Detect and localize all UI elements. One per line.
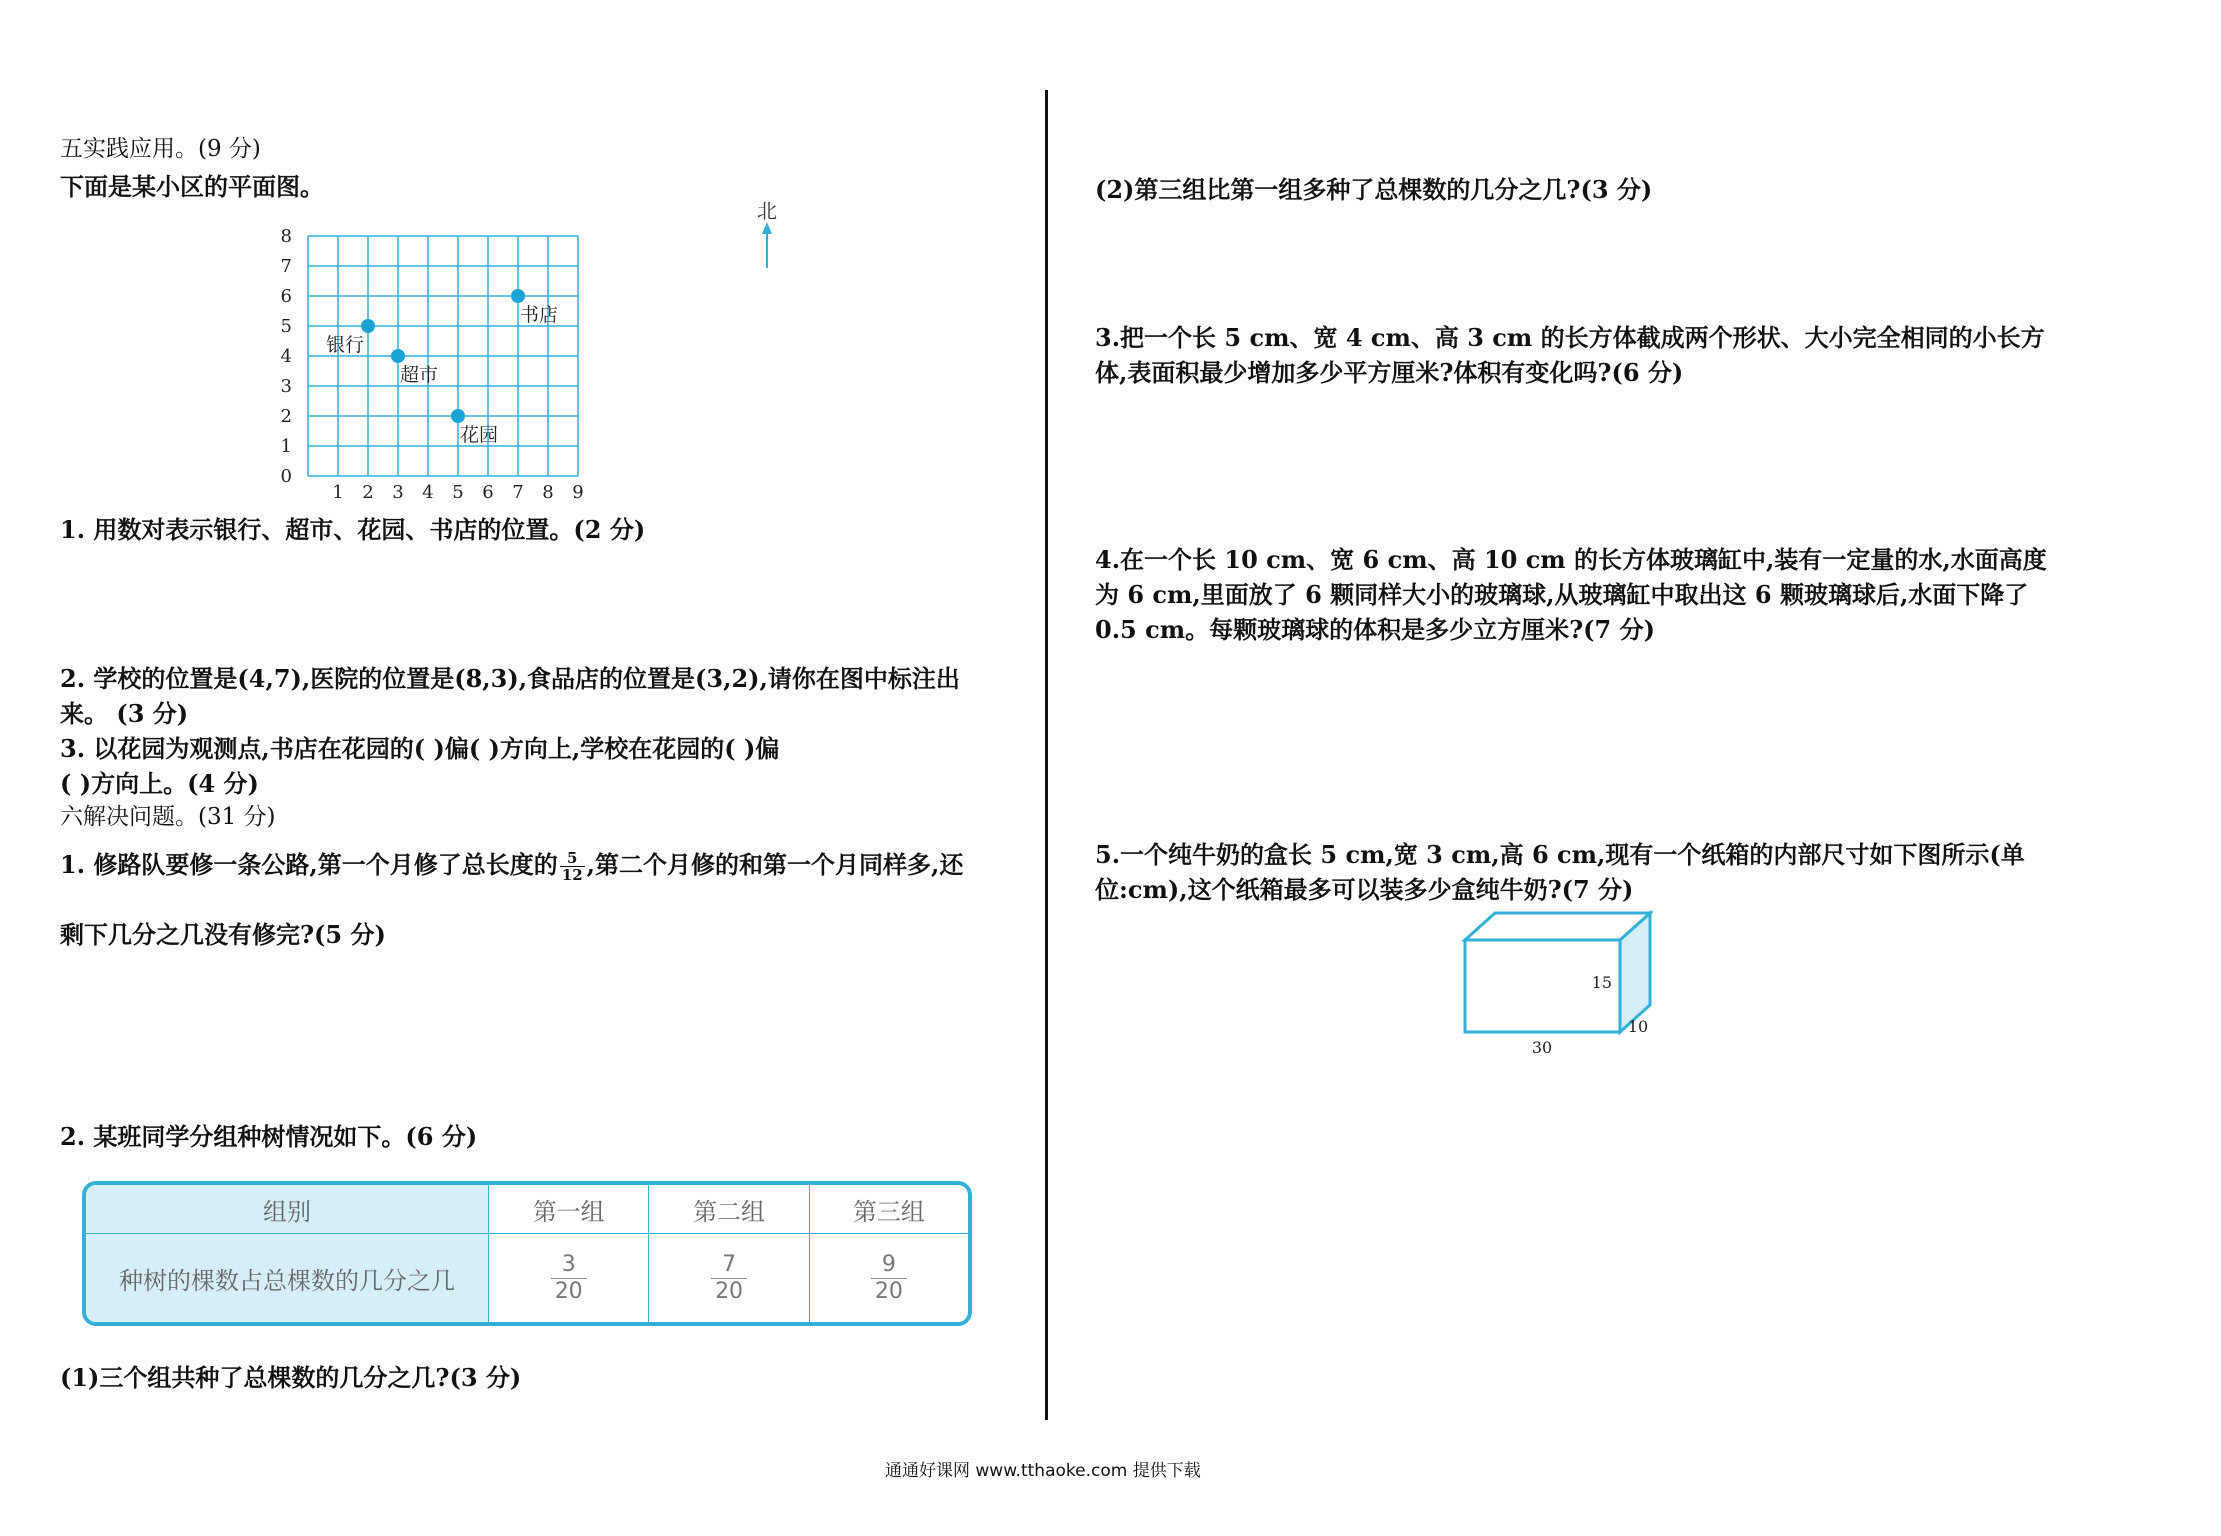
fraction-2-den: 20 (715, 1278, 744, 1304)
y-tick-label: 2 (280, 406, 292, 427)
q6-2: 2. 某班同学分组种树情况如下。(6 分) (60, 1122, 478, 1151)
map-point (511, 289, 525, 303)
y-tick-label: 3 (280, 376, 292, 397)
y-tick-label: 1 (280, 436, 292, 457)
header-group2: 第二组 (649, 1185, 809, 1234)
x-tick-label: 1 (332, 482, 344, 503)
y-tick-label: 4 (280, 346, 292, 367)
y-tick-label: 5 (280, 316, 292, 337)
section6-title: 六解决问题。(31 分) (60, 804, 276, 830)
community-map (260, 200, 800, 510)
header-group1: 第一组 (489, 1185, 649, 1234)
map-grid (308, 236, 578, 476)
column-divider (1045, 90, 1048, 1420)
table-row (86, 1234, 968, 1322)
fraction-1-den: 20 (554, 1278, 583, 1304)
q6-2-sub2: (2)第三组比第一组多种了总棵数的几分之几?(3 分) (1095, 175, 1653, 204)
q6-1-line2: 剩下几分之几没有修完?(5 分) (60, 920, 386, 949)
q5-2-line2: 来。 (3 分) (60, 699, 189, 728)
map-point (391, 349, 405, 363)
map-points (326, 289, 558, 446)
box-width-label: 10 (1627, 1017, 1649, 1036)
q6-1-frac-num: 5 (560, 850, 585, 867)
q6-1-part1: 1. 修路队要修一条公路,第一个月修了总长度的 (60, 850, 558, 879)
carton-box-diagram (1450, 905, 1690, 1065)
q6-1-fraction (560, 850, 585, 883)
section5-title: 五实践应用。(9 分) (60, 136, 261, 162)
fraction-1-num: 3 (551, 1252, 587, 1279)
box-top-face (1465, 913, 1650, 940)
north-arrow (757, 200, 777, 268)
footer-credit: 通通好课网 www.tthaoke.com 提供下载 (885, 1461, 1201, 1481)
x-tick-label: 4 (422, 482, 434, 503)
fraction-cell-1 (489, 1234, 649, 1322)
q6-4-line2: 为 6 cm,里面放了 6 颗同样大小的玻璃球,从玻璃缸中取出这 6 颗玻璃球后,水面下降了 (1095, 580, 2029, 609)
x-tick-label: 5 (452, 482, 464, 503)
fraction-3 (871, 1252, 907, 1305)
x-tick-label: 3 (392, 482, 404, 503)
map-point (451, 409, 465, 423)
q6-5-line1: 5.一个纯牛奶的盒长 5 cm,宽 3 cm,高 6 cm,现有一个纸箱的内部尺寸如下图所示(单 (1095, 840, 2025, 869)
north-label: 北 (757, 200, 777, 223)
y-tick-label: 0 (280, 466, 292, 487)
q5-1: 1. 用数对表示银行、超市、花园、书店的位置。(2 分) (60, 515, 646, 544)
x-tick-label: 9 (572, 482, 584, 503)
y-tick-label: 6 (280, 286, 292, 307)
map-point (361, 319, 375, 333)
q6-1-frac-den: 12 (561, 866, 583, 884)
x-tick-label: 8 (542, 482, 554, 503)
q6-3-line1: 3.把一个长 5 cm、宽 4 cm、高 3 cm 的长方体截成两个形状、大小完全相同的小长方 (1095, 323, 2045, 352)
q5-3-line1: 3. 以花园为观测点,书店在花园的( )偏( )方向上,学校在花园的( )偏 (60, 734, 780, 763)
map-point-label: 银行 (325, 334, 364, 356)
fraction-cell-3 (810, 1234, 968, 1322)
x-tick-label: 6 (482, 482, 494, 503)
q6-4-line1: 4.在一个长 10 cm、宽 6 cm、高 10 cm 的长方体玻璃缸中,装有一定量的水,水面高度 (1095, 545, 2047, 574)
q6-2-sub1: (1)三个组共种了总棵数的几分之几?(3 分) (60, 1363, 522, 1392)
fraction-3-num: 9 (871, 1252, 907, 1279)
header-group3: 第三组 (810, 1185, 968, 1234)
row-label: 种树的棵数占总棵数的几分之几 (86, 1234, 489, 1322)
q6-1-part2: ,第二个月修的和第一个月同样多,还 (586, 850, 964, 879)
fraction-cell-2 (649, 1234, 809, 1322)
fraction-2 (711, 1252, 747, 1305)
map-point-label: 超市 (400, 364, 439, 386)
x-tick-label: 7 (512, 482, 524, 503)
fraction-1 (551, 1252, 587, 1305)
box-height-label: 15 (1591, 973, 1612, 992)
q6-5-line2: 位:cm),这个纸箱最多可以装多少盒纯牛奶?(7 分) (1095, 875, 1634, 904)
fraction-3-den: 20 (874, 1278, 903, 1304)
q6-3-line2: 体,表面积最少增加多少平方厘米?体积有变化吗?(6 分) (1095, 358, 1684, 387)
box-length-label: 30 (1531, 1038, 1553, 1057)
y-tick-label: 7 (280, 256, 292, 277)
x-tick-label: 2 (362, 482, 374, 503)
tree-planting-table (82, 1181, 972, 1326)
header-group: 组别 (86, 1185, 489, 1234)
q6-4-line3: 0.5 cm。每颗玻璃球的体积是多少立方厘米?(7 分) (1095, 615, 1655, 644)
table-header-row (86, 1185, 968, 1234)
q5-2-line1: 2. 学校的位置是(4,7),医院的位置是(8,3),食品店的位置是(3,2),请你在图中标注出 (60, 664, 960, 693)
section5-intro: 下面是某小区的平面图。 (60, 172, 324, 201)
q5-3-line2: ( )方向上。(4 分) (60, 769, 259, 798)
y-tick-label: 8 (280, 226, 292, 247)
map-point-label: 花园 (460, 424, 499, 446)
q6-1-line1 (60, 845, 963, 883)
map-point-label: 书店 (520, 304, 559, 326)
fraction-2-num: 7 (711, 1252, 747, 1279)
